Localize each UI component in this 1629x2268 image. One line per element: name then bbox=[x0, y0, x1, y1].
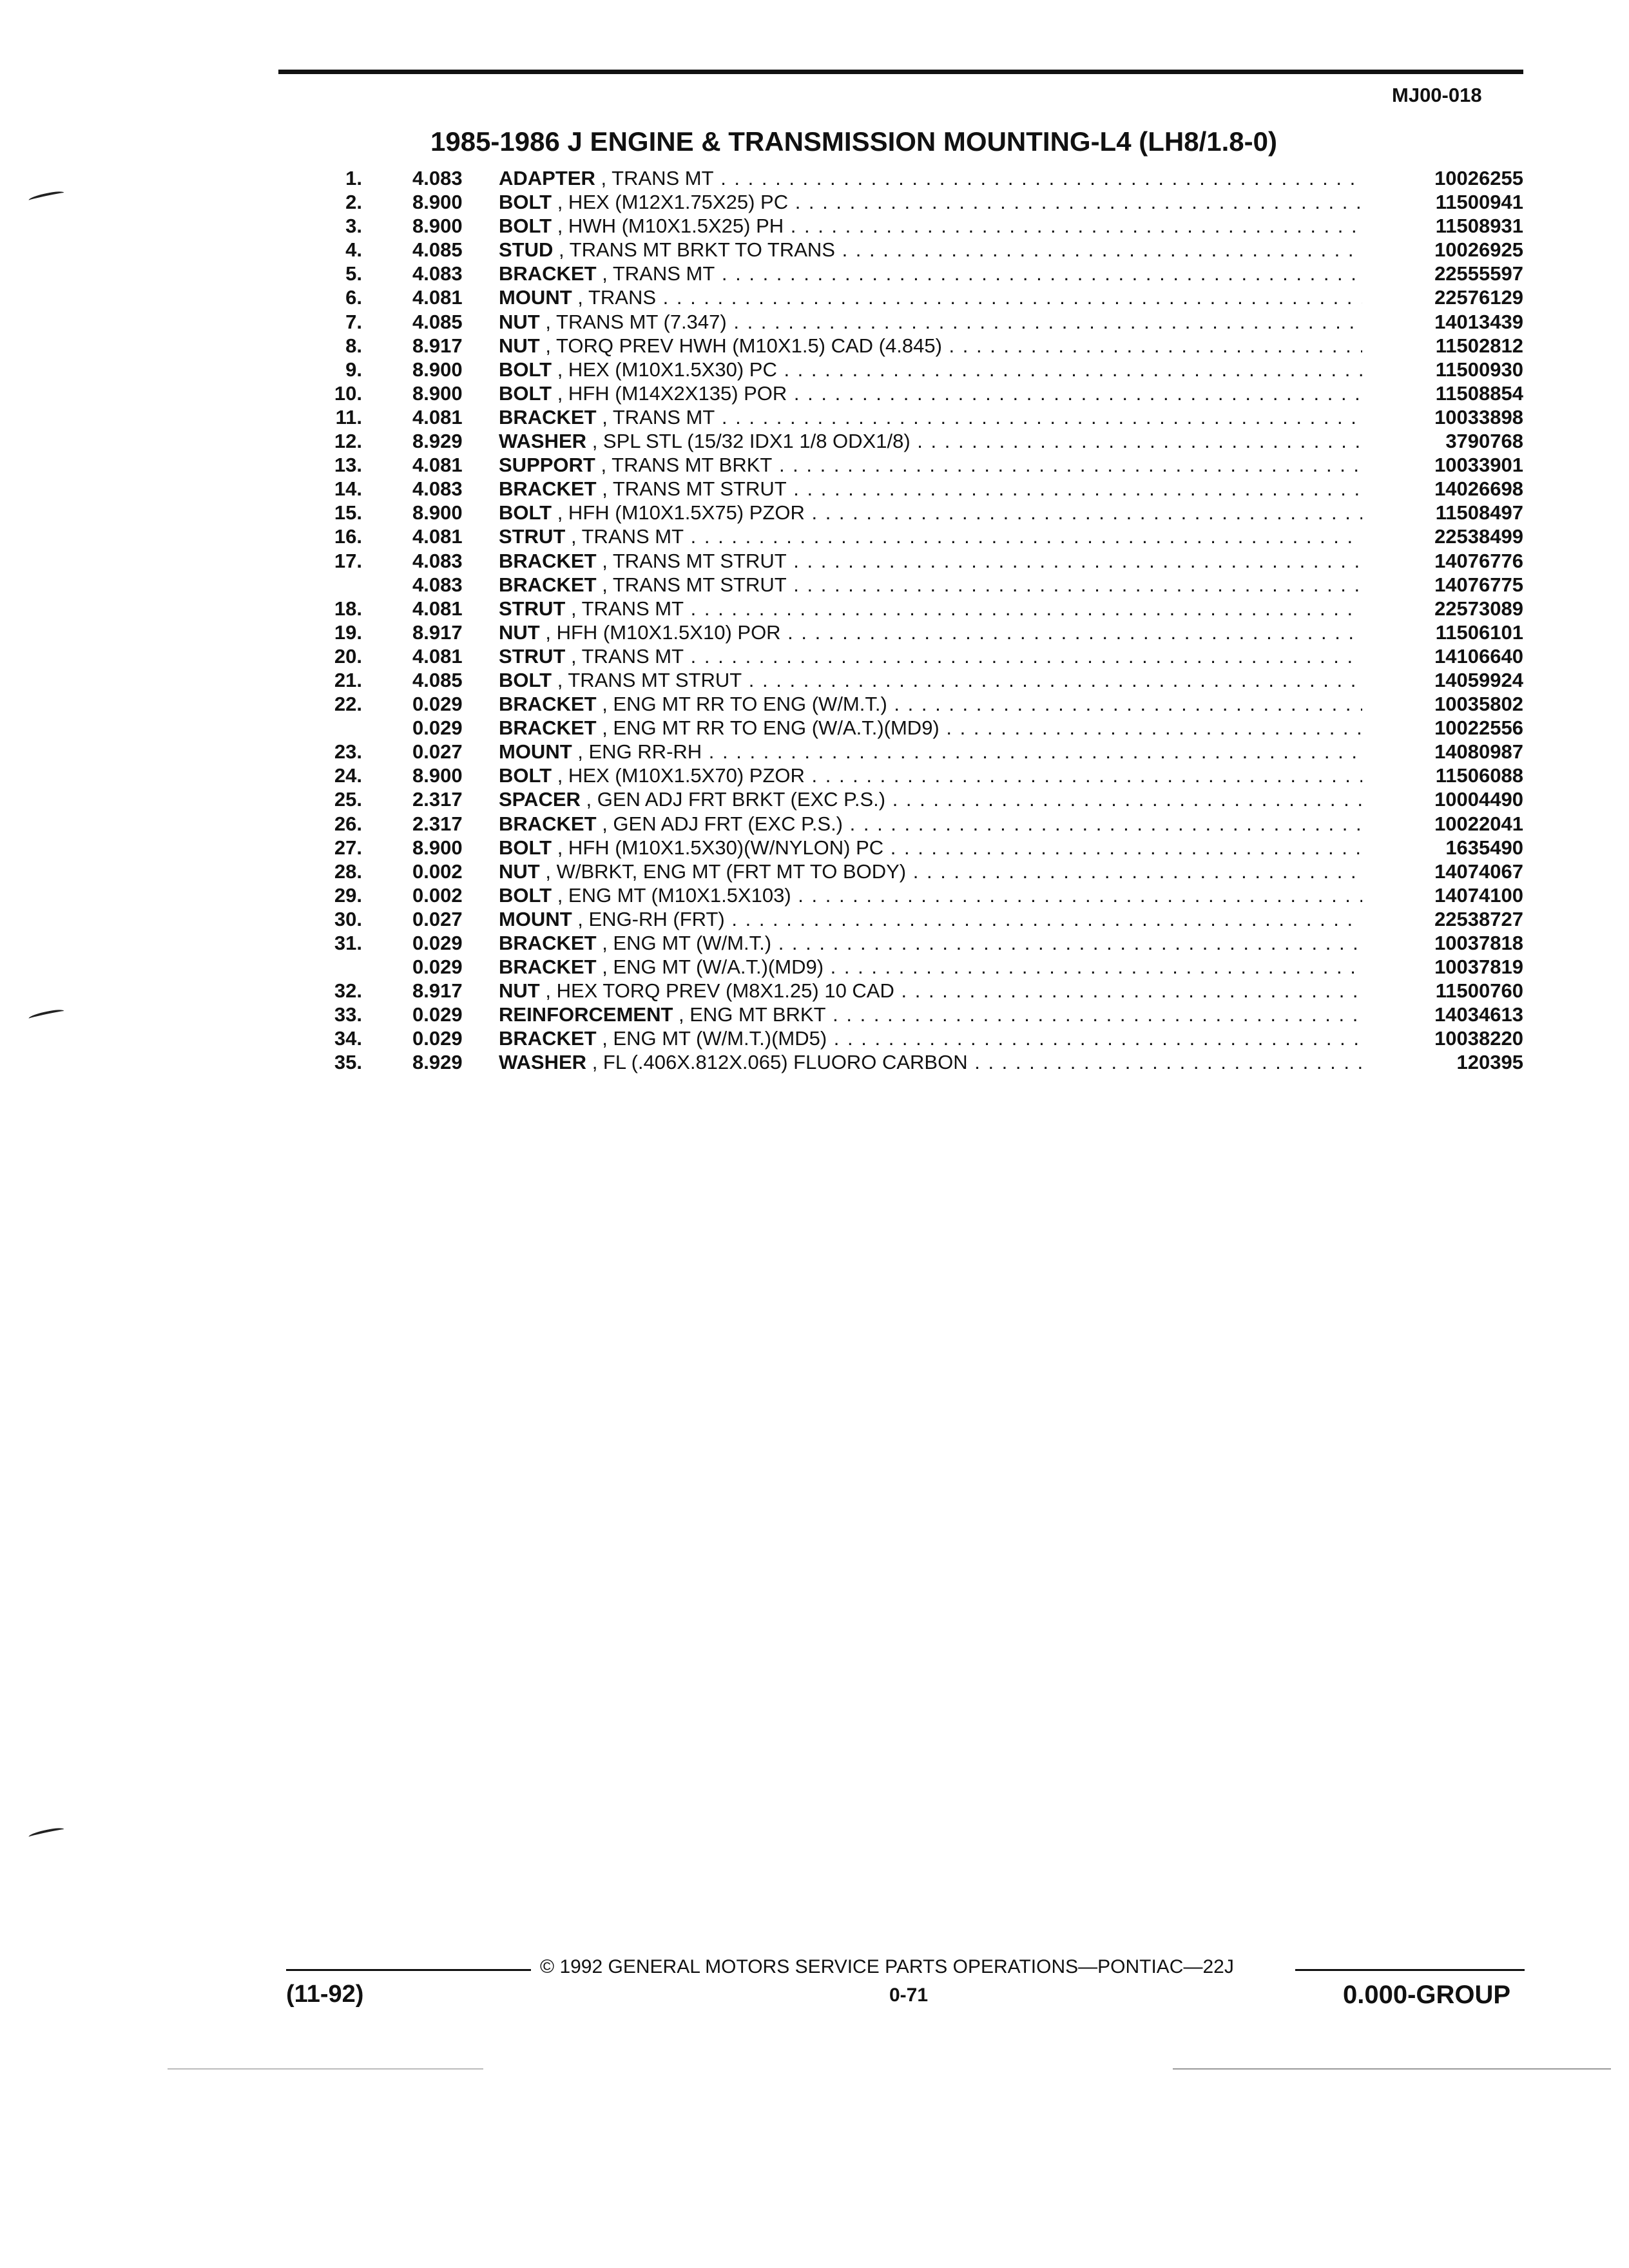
part-number: 3790768 bbox=[1445, 430, 1523, 453]
group-number: 4.081 bbox=[412, 405, 463, 428]
group-number: 4.085 bbox=[412, 238, 463, 262]
part-name: STRUT bbox=[499, 525, 566, 548]
part-description bbox=[499, 573, 1362, 597]
part-detail: , TRANS MT bbox=[601, 167, 714, 189]
part-detail: , ENG MT (W/M.T.)(MD5) bbox=[602, 1027, 827, 1050]
part-description bbox=[499, 1026, 1362, 1050]
part-detail: , ENG RR-RH bbox=[577, 740, 702, 764]
part-description bbox=[499, 883, 1362, 907]
part-description bbox=[499, 907, 1362, 931]
part-detail: , TRANS MT STRUT bbox=[602, 477, 787, 501]
item-number: 22. bbox=[334, 693, 362, 716]
item-number: 7. bbox=[345, 310, 362, 333]
part-name: BOLT bbox=[499, 501, 552, 524]
item-number: 31. bbox=[334, 932, 362, 954]
scan-mark bbox=[28, 1826, 65, 1840]
part-number: 10004490 bbox=[1434, 788, 1523, 811]
parts-row bbox=[309, 860, 1523, 883]
parts-row bbox=[309, 429, 1523, 453]
group-number: 8.917 bbox=[412, 620, 463, 644]
part-detail: , ENG-RH (FRT) bbox=[577, 907, 725, 930]
part-detail: , FL (.406X.812X.065) FLUORO CARBON bbox=[592, 1051, 968, 1074]
group-number: 4.081 bbox=[412, 286, 463, 309]
group-number: 0.029 bbox=[412, 956, 463, 979]
item-number: 16. bbox=[334, 525, 362, 548]
part-description bbox=[499, 812, 1362, 836]
part-detail: , GEN ADJ FRT (EXC P.S.) bbox=[602, 812, 843, 835]
part-name: MOUNT bbox=[499, 286, 572, 309]
parts-row bbox=[309, 310, 1523, 334]
group-number: 8.900 bbox=[412, 215, 463, 238]
part-description bbox=[499, 955, 1362, 979]
part-number: 10026255 bbox=[1434, 167, 1523, 189]
group-number: 8.917 bbox=[412, 979, 463, 1003]
part-number: 22538727 bbox=[1434, 907, 1523, 930]
parts-row bbox=[309, 836, 1523, 860]
part-description bbox=[499, 764, 1362, 787]
part-name: BOLT bbox=[499, 381, 552, 405]
parts-row bbox=[309, 764, 1523, 787]
part-name: BRACKET bbox=[499, 573, 597, 596]
part-name: BRACKET bbox=[499, 693, 597, 716]
part-detail: , TRANS MT bbox=[570, 597, 684, 620]
part-name: BOLT bbox=[499, 215, 552, 238]
part-name: BRACKET bbox=[499, 1027, 597, 1050]
part-number: 1635490 bbox=[1445, 836, 1523, 859]
group-number: 4.083 bbox=[412, 167, 463, 189]
part-description bbox=[499, 214, 1362, 238]
part-detail: , HEX (M10X1.5X70) PZOR bbox=[557, 764, 805, 787]
part-detail: , HEX (M10X1.5X30) PC bbox=[557, 358, 777, 381]
part-name: MOUNT bbox=[499, 907, 572, 930]
copyright-notice: © 1992 GENERAL MOTORS SERVICE PARTS OPERATIONS—PONTIAC—22J bbox=[540, 1956, 1234, 1977]
item-number: 13. bbox=[334, 454, 362, 477]
part-detail: , ENG MT RR TO ENG (W/A.T.)(MD9) bbox=[602, 716, 940, 740]
part-detail: , TRANS MT BRKT bbox=[601, 454, 773, 477]
part-description bbox=[499, 597, 1362, 620]
part-detail: , ENG MT (W/M.T.) bbox=[602, 932, 772, 954]
part-description bbox=[499, 740, 1362, 764]
group-number: 8.900 bbox=[412, 191, 463, 214]
part-number: 14080987 bbox=[1434, 740, 1523, 764]
group-number: 0.029 bbox=[412, 932, 463, 954]
part-description bbox=[499, 644, 1362, 668]
parts-row bbox=[309, 692, 1523, 716]
item-number: 24. bbox=[334, 764, 362, 787]
parts-row bbox=[309, 262, 1523, 285]
part-detail: , HFH (M14X2X135) POR bbox=[557, 381, 787, 405]
part-detail: , ENG MT (M10X1.5X103) bbox=[557, 883, 791, 907]
parts-row bbox=[309, 716, 1523, 740]
part-detail: , ENG MT BRKT bbox=[679, 1003, 826, 1026]
part-description bbox=[499, 405, 1362, 429]
page-number: 0-71 bbox=[889, 1984, 929, 2006]
part-name: BRACKET bbox=[499, 716, 597, 740]
part-detail: , TRANS MT BRKT TO TRANS bbox=[559, 238, 835, 262]
part-detail: , HFH (M10X1.5X75) PZOR bbox=[557, 501, 805, 524]
part-detail: , HFH (M10X1.5X10) POR bbox=[545, 620, 781, 644]
group-number: 4.081 bbox=[412, 454, 463, 477]
part-number: 11500930 bbox=[1435, 358, 1523, 381]
item-number: 35. bbox=[334, 1051, 362, 1074]
part-number: 11506101 bbox=[1435, 620, 1523, 644]
parts-row bbox=[309, 668, 1523, 692]
item-number: 4. bbox=[345, 238, 362, 262]
part-description bbox=[499, 836, 1362, 860]
parts-row bbox=[309, 907, 1523, 931]
part-name: BOLT bbox=[499, 668, 552, 691]
group-number: 4.081 bbox=[412, 644, 463, 668]
part-name: NUT bbox=[499, 860, 540, 883]
part-number: 11508497 bbox=[1435, 501, 1523, 524]
part-detail: , HWH (M10X1.5X25) PH bbox=[557, 215, 784, 238]
part-detail: , TRANS MT (7.347) bbox=[545, 310, 727, 333]
group-number: 0.002 bbox=[412, 883, 463, 907]
part-description bbox=[499, 429, 1362, 453]
part-description bbox=[499, 238, 1362, 262]
part-name: WASHER bbox=[499, 1051, 587, 1074]
parts-row bbox=[309, 931, 1523, 955]
parts-row bbox=[309, 549, 1523, 573]
part-number: 10033901 bbox=[1434, 454, 1523, 477]
group-number: 8.900 bbox=[412, 836, 463, 859]
part-description bbox=[499, 453, 1362, 477]
group-number: 4.081 bbox=[412, 525, 463, 548]
part-name: BOLT bbox=[499, 764, 552, 787]
part-description bbox=[499, 860, 1362, 883]
group-number: 4.083 bbox=[412, 262, 463, 285]
item-number: 5. bbox=[345, 262, 362, 285]
part-name: BOLT bbox=[499, 191, 552, 214]
part-name: SPACER bbox=[499, 788, 581, 811]
part-description bbox=[499, 549, 1362, 573]
part-description bbox=[499, 477, 1362, 501]
parts-row bbox=[309, 381, 1523, 405]
parts-row bbox=[309, 477, 1523, 501]
group-number: 8.900 bbox=[412, 501, 463, 524]
part-number: 120395 bbox=[1456, 1051, 1523, 1074]
part-number: 10026925 bbox=[1434, 238, 1523, 262]
part-name: BRACKET bbox=[499, 405, 597, 428]
group-number: 0.002 bbox=[412, 860, 463, 883]
page-title: 1985-1986 J ENGINE & TRANSMISSION MOUNTING-L4 (LH8/1.8-0) bbox=[430, 126, 1277, 157]
item-number: 21. bbox=[334, 668, 362, 691]
part-name: NUT bbox=[499, 620, 540, 644]
parts-row bbox=[309, 501, 1523, 524]
part-detail: , W/BRKT, ENG MT (FRT MT TO BODY) bbox=[545, 860, 907, 883]
document-id: MJ00-018 bbox=[1392, 84, 1482, 106]
part-number: 22576129 bbox=[1434, 286, 1523, 309]
part-name: BOLT bbox=[499, 883, 552, 907]
part-name: NUT bbox=[499, 334, 540, 357]
item-number: 32. bbox=[334, 979, 362, 1003]
scan-mark bbox=[28, 189, 65, 203]
parts-row bbox=[309, 1050, 1523, 1074]
part-name: STRUT bbox=[499, 644, 566, 668]
item-number: 9. bbox=[345, 358, 362, 381]
part-number: 11500941 bbox=[1435, 191, 1523, 214]
parts-row bbox=[309, 573, 1523, 597]
item-number: 2. bbox=[345, 191, 362, 214]
part-name: MOUNT bbox=[499, 740, 572, 764]
part-description bbox=[499, 310, 1362, 334]
parts-row bbox=[309, 955, 1523, 979]
part-description bbox=[499, 668, 1362, 692]
parts-row bbox=[309, 405, 1523, 429]
part-name: BOLT bbox=[499, 836, 552, 859]
part-detail: , ENG MT RR TO ENG (W/M.T.) bbox=[602, 693, 887, 716]
part-number: 11508931 bbox=[1435, 215, 1523, 238]
group-number: 8.917 bbox=[412, 334, 463, 357]
part-description bbox=[499, 334, 1362, 358]
part-number: 14074100 bbox=[1434, 883, 1523, 907]
item-number: 6. bbox=[345, 286, 362, 309]
item-number: 11. bbox=[335, 405, 362, 428]
parts-row bbox=[309, 787, 1523, 811]
parts-row bbox=[309, 979, 1523, 1003]
part-name: STUD bbox=[499, 238, 554, 262]
parts-list bbox=[309, 166, 1523, 1075]
header-rule bbox=[278, 70, 1523, 74]
part-number: 22573089 bbox=[1434, 597, 1523, 620]
group-number: 2.317 bbox=[412, 788, 463, 811]
group-number: 0.029 bbox=[412, 1027, 463, 1050]
parts-row bbox=[309, 238, 1523, 262]
parts-row bbox=[309, 644, 1523, 668]
part-description bbox=[499, 501, 1362, 524]
part-description bbox=[499, 931, 1362, 955]
part-number: 11506088 bbox=[1435, 764, 1523, 787]
part-number: 14026698 bbox=[1434, 477, 1523, 501]
item-number: 26. bbox=[334, 812, 362, 835]
item-number: 23. bbox=[334, 740, 362, 764]
part-number: 10022556 bbox=[1434, 716, 1523, 740]
footer-rule-left bbox=[286, 1969, 531, 1971]
part-description bbox=[499, 787, 1362, 811]
group-label: 0.000-GROUP bbox=[1343, 1981, 1511, 2009]
group-number: 0.027 bbox=[412, 907, 463, 930]
part-name: BOLT bbox=[499, 358, 552, 381]
part-name: BRACKET bbox=[499, 956, 597, 979]
part-detail: , TRANS MT bbox=[570, 644, 684, 668]
part-detail: , TRANS MT bbox=[570, 525, 684, 548]
item-number: 10. bbox=[334, 381, 362, 405]
part-name: NUT bbox=[499, 979, 540, 1003]
item-number: 1. bbox=[345, 167, 362, 189]
item-number: 25. bbox=[334, 788, 362, 811]
parts-row bbox=[309, 190, 1523, 214]
part-number: 14034613 bbox=[1434, 1003, 1523, 1026]
part-description bbox=[499, 285, 1362, 309]
footer-rule-right bbox=[1295, 1969, 1525, 1971]
part-description bbox=[499, 262, 1362, 285]
parts-row bbox=[309, 620, 1523, 644]
part-detail: , TRANS MT STRUT bbox=[602, 549, 787, 572]
group-number: 0.027 bbox=[412, 740, 463, 764]
item-number: 20. bbox=[334, 644, 362, 668]
part-detail: , HEX (M12X1.75X25) PC bbox=[557, 191, 789, 214]
part-number: 10037818 bbox=[1434, 932, 1523, 954]
part-number: 14076775 bbox=[1434, 573, 1523, 596]
group-number: 0.029 bbox=[412, 716, 463, 740]
item-number: 30. bbox=[334, 907, 362, 930]
part-detail: , HEX TORQ PREV (M8X1.25) 10 CAD bbox=[545, 979, 894, 1003]
part-detail: , ENG MT (W/A.T.)(MD9) bbox=[602, 956, 824, 979]
part-number: 11508854 bbox=[1435, 381, 1523, 405]
part-number: 22555597 bbox=[1434, 262, 1523, 285]
group-number: 4.081 bbox=[412, 597, 463, 620]
item-number: 33. bbox=[334, 1003, 362, 1026]
item-number: 34. bbox=[334, 1027, 362, 1050]
part-detail: , HFH (M10X1.5X30)(W/NYLON) PC bbox=[557, 836, 884, 859]
parts-row bbox=[309, 597, 1523, 620]
item-number: 18. bbox=[334, 597, 362, 620]
scan-artifact-line bbox=[1173, 2068, 1611, 2070]
parts-row bbox=[309, 453, 1523, 477]
part-description bbox=[499, 979, 1362, 1003]
part-name: BRACKET bbox=[499, 932, 597, 954]
part-detail: , TRANS MT STRUT bbox=[557, 668, 742, 691]
part-number: 14059924 bbox=[1434, 668, 1523, 691]
revision-date: (11-92) bbox=[286, 1981, 364, 2008]
part-name: ADAPTER bbox=[499, 167, 595, 189]
group-number: 0.029 bbox=[412, 693, 463, 716]
part-description bbox=[499, 716, 1362, 740]
part-detail: , TRANS MT bbox=[602, 262, 715, 285]
part-number: 10037819 bbox=[1434, 956, 1523, 979]
part-detail: , TORQ PREV HWH (M10X1.5) CAD (4.845) bbox=[545, 334, 942, 357]
part-detail: , SPL STL (15/32 IDX1 1/8 ODX1/8) bbox=[592, 430, 911, 453]
group-number: 4.085 bbox=[412, 310, 463, 333]
part-description bbox=[499, 1050, 1362, 1074]
item-number: 12. bbox=[334, 430, 362, 453]
part-name: REINFORCEMENT bbox=[499, 1003, 673, 1026]
group-number: 4.083 bbox=[412, 549, 463, 572]
item-number: 28. bbox=[334, 860, 362, 883]
part-detail: , GEN ADJ FRT BRKT (EXC P.S.) bbox=[586, 788, 886, 811]
part-number: 10038220 bbox=[1434, 1027, 1523, 1050]
item-number: 27. bbox=[334, 836, 362, 859]
part-number: 14074067 bbox=[1434, 860, 1523, 883]
part-name: BRACKET bbox=[499, 812, 597, 835]
parts-row bbox=[309, 1026, 1523, 1050]
part-number: 14013439 bbox=[1434, 310, 1523, 333]
part-number: 11500760 bbox=[1435, 979, 1523, 1003]
group-number: 8.900 bbox=[412, 358, 463, 381]
item-number: 19. bbox=[334, 620, 362, 644]
item-number: 17. bbox=[334, 549, 362, 572]
item-number: 15. bbox=[334, 501, 362, 524]
part-description bbox=[499, 620, 1362, 644]
group-number: 2.317 bbox=[412, 812, 463, 835]
part-name: BRACKET bbox=[499, 262, 597, 285]
item-number: 29. bbox=[334, 883, 362, 907]
group-number: 8.900 bbox=[412, 381, 463, 405]
group-number: 4.085 bbox=[412, 668, 463, 691]
part-name: BRACKET bbox=[499, 549, 597, 572]
part-name: STRUT bbox=[499, 597, 566, 620]
item-number: 3. bbox=[345, 215, 362, 238]
part-description bbox=[499, 381, 1362, 405]
item-number: 14. bbox=[334, 477, 362, 501]
scan-artifact-line bbox=[168, 2068, 483, 2070]
part-detail: , TRANS MT bbox=[602, 405, 715, 428]
group-number: 8.929 bbox=[412, 1051, 463, 1074]
part-number: 14106640 bbox=[1434, 644, 1523, 668]
part-description bbox=[499, 524, 1362, 548]
parts-row bbox=[309, 166, 1523, 190]
part-name: SUPPORT bbox=[499, 454, 595, 477]
parts-row bbox=[309, 524, 1523, 548]
group-number: 4.083 bbox=[412, 573, 463, 596]
part-detail: , TRANS bbox=[577, 286, 657, 309]
group-number: 0.029 bbox=[412, 1003, 463, 1026]
parts-row bbox=[309, 214, 1523, 238]
part-number: 10022041 bbox=[1434, 812, 1523, 835]
group-number: 8.929 bbox=[412, 430, 463, 453]
part-number: 11502812 bbox=[1435, 334, 1523, 357]
group-number: 4.083 bbox=[412, 477, 463, 501]
part-detail: , TRANS MT STRUT bbox=[602, 573, 787, 596]
part-description bbox=[499, 166, 1362, 190]
part-number: 10033898 bbox=[1434, 405, 1523, 428]
part-description bbox=[499, 1003, 1362, 1026]
group-number: 8.900 bbox=[412, 764, 463, 787]
parts-row bbox=[309, 358, 1523, 381]
parts-row bbox=[309, 1003, 1523, 1026]
part-name: BRACKET bbox=[499, 477, 597, 501]
item-number: 8. bbox=[345, 334, 362, 357]
parts-row bbox=[309, 285, 1523, 309]
part-description bbox=[499, 692, 1362, 716]
part-number: 22538499 bbox=[1434, 525, 1523, 548]
parts-row bbox=[309, 740, 1523, 764]
part-name: WASHER bbox=[499, 430, 587, 453]
parts-row bbox=[309, 334, 1523, 358]
part-number: 10035802 bbox=[1434, 693, 1523, 716]
part-description bbox=[499, 190, 1362, 214]
part-name: NUT bbox=[499, 310, 540, 333]
part-description bbox=[499, 358, 1362, 381]
parts-row bbox=[309, 812, 1523, 836]
scan-mark bbox=[28, 1008, 65, 1021]
parts-row bbox=[309, 883, 1523, 907]
part-number: 14076776 bbox=[1434, 549, 1523, 572]
